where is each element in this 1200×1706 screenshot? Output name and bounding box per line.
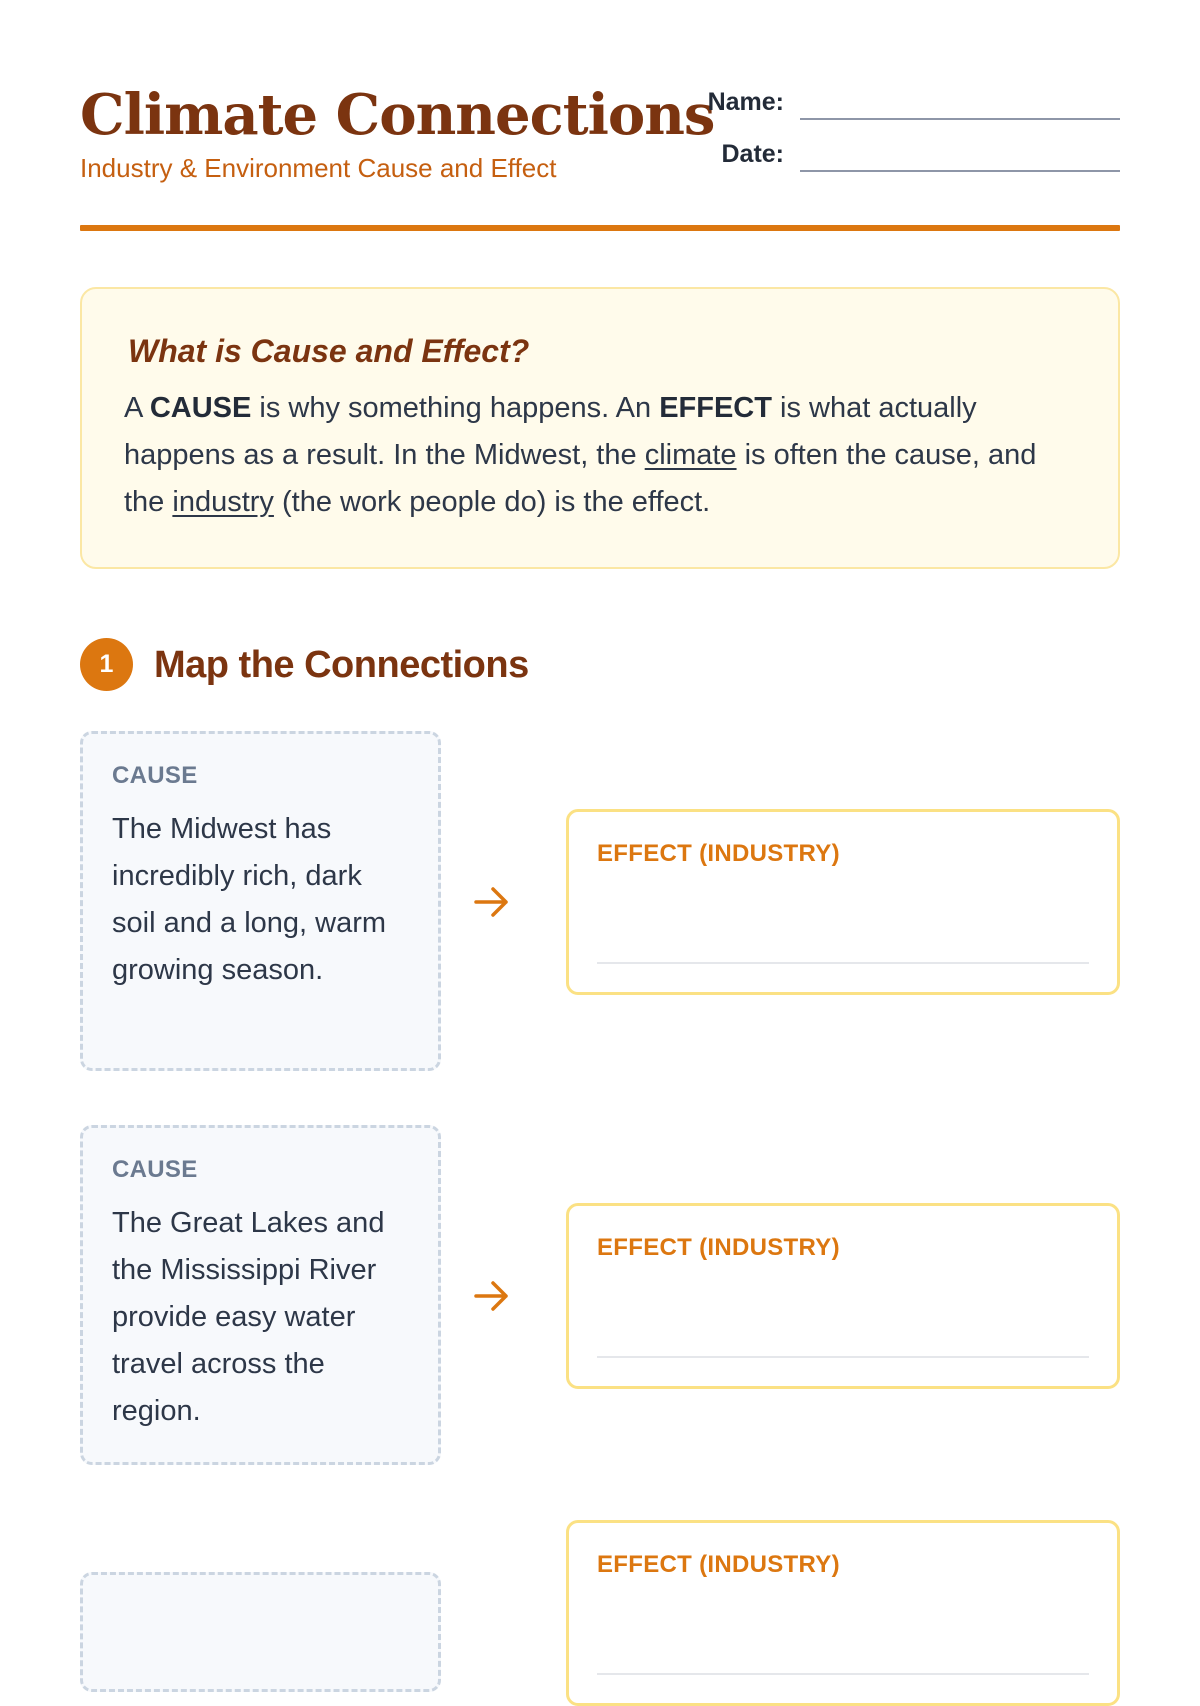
arrow-right-icon — [472, 882, 512, 922]
intro-text-part: (the work people do) is the effect. — [273, 486, 711, 518]
cause-card — [80, 731, 441, 1071]
effect-answer-line[interactable] — [597, 1356, 1089, 1358]
industry-keyword: industry — [172, 486, 274, 518]
page-subtitle: Industry & Environment Cause and Effect — [80, 153, 557, 183]
intro-text-part: is often the cause, and the — [124, 439, 1037, 518]
section-number-badge: 1 — [80, 638, 133, 691]
intro-text — [124, 385, 1074, 526]
effect-answer-line[interactable] — [597, 1673, 1089, 1675]
effect-label: EFFECT (INDUSTRY) — [597, 1234, 840, 1261]
intro-text-part: is what actually happens as a result. In the Midwest, the — [124, 392, 977, 471]
name-label: Name: — [707, 88, 784, 116]
cause-text: The Great Lakes and the Mississippi River provide easy water travel across the region. — [112, 1207, 385, 1427]
cause-label: CAUSE — [112, 762, 198, 789]
effect-label: EFFECT (INDUSTRY) — [597, 840, 840, 867]
cause-label: CAUSE — [112, 1156, 198, 1183]
effect-card — [566, 1203, 1120, 1389]
climate-keyword: climate — [644, 439, 737, 471]
header-divider — [80, 225, 1120, 231]
effect-card — [566, 1520, 1120, 1706]
cause-keyword: CAUSE — [149, 392, 252, 424]
worksheet-page — [80, 0, 1120, 1600]
effect-card — [566, 809, 1120, 995]
page-title: Climate Connections — [80, 82, 715, 148]
cause-card — [80, 1125, 441, 1465]
date-row — [702, 132, 1120, 172]
arrow-right-icon — [472, 1276, 512, 1316]
intro-text-part: A — [124, 392, 150, 424]
intro-heading: What is Cause and Effect? — [128, 333, 530, 369]
effect-label: EFFECT (INDUSTRY) — [597, 1551, 840, 1578]
intro-text-part: is why something happens. An — [251, 392, 660, 424]
effect-keyword: EFFECT — [659, 392, 772, 424]
date-field[interactable] — [800, 170, 1120, 172]
effect-answer-line[interactable] — [597, 962, 1089, 964]
cause-card — [80, 1572, 441, 1692]
section-title: Map the Connections — [154, 644, 529, 686]
section-header — [80, 638, 1120, 692]
name-row — [702, 80, 1120, 120]
name-field[interactable] — [800, 118, 1120, 120]
intro-box — [80, 287, 1120, 569]
date-label: Date: — [721, 140, 784, 168]
cause-text: The Midwest has incredibly rich, dark soil and a long, warm growing season. — [112, 813, 387, 986]
